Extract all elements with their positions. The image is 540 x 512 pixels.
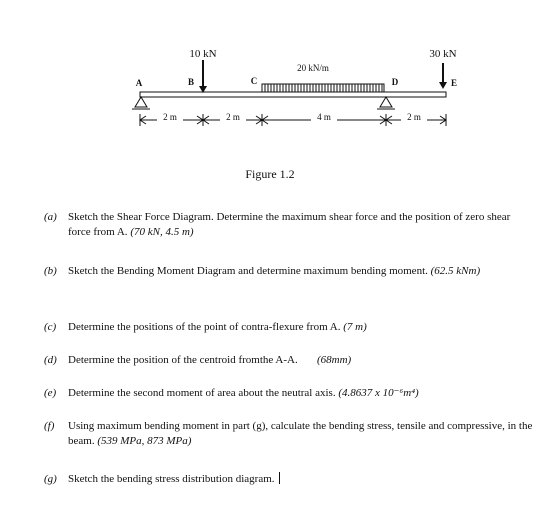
question-label: (g)	[44, 473, 57, 485]
dimension-line	[140, 114, 446, 126]
question-answer: (4.8637 x 10⁻⁶m⁴)	[338, 387, 419, 399]
point-label-c: C	[250, 76, 258, 86]
question-label: (d)	[44, 354, 57, 366]
question-answer: (62.5 kNm)	[430, 265, 481, 277]
question-text: Sketch the bending stress distribution diagram.	[68, 473, 275, 485]
question-text: Sketch the Bending Moment Diagram and determine maximum bending moment.	[68, 265, 428, 277]
question-answer: (7 m)	[343, 321, 367, 333]
question-answer: (539 MPa, 873 MPa)	[97, 435, 192, 447]
question-answer: (68mm)	[316, 354, 352, 366]
support-a	[132, 97, 150, 109]
load-label-b: 10 kN	[189, 48, 217, 60]
span-label-de: 2 m	[407, 112, 421, 122]
point-label-e: E	[450, 78, 458, 88]
question-text: Determine the second moment of area about the neutral axis.	[68, 387, 336, 399]
beam	[140, 92, 446, 97]
question-answer: (70 kN, 4.5 m)	[130, 226, 194, 238]
beam-figure	[0, 0, 540, 200]
udl-block	[262, 84, 384, 92]
text-cursor	[279, 472, 280, 484]
point-load-b	[199, 60, 207, 93]
question-text: Determine the positions of the point of contra-flexure from A.	[68, 321, 341, 333]
question-label: (a)	[44, 211, 57, 223]
point-label-a: A	[135, 78, 143, 88]
question-text: Sketch the Shear Force Diagram. Determine the maximum shear force and the position of zero shear force from A.	[68, 211, 511, 238]
question-label: (b)	[44, 265, 57, 277]
point-label-b: B	[187, 77, 195, 87]
support-d	[377, 97, 395, 109]
question-label: (e)	[44, 387, 57, 399]
point-load-e	[439, 63, 447, 89]
figure-caption: Figure 1.2	[245, 167, 295, 181]
question-label: (f)	[44, 420, 55, 432]
span-label-bc: 2 m	[226, 112, 240, 122]
span-label-cd: 4 m	[317, 112, 331, 122]
question-label: (c)	[44, 321, 57, 333]
question-text: Determine the position of the centroid fromthe A-A.	[68, 354, 298, 366]
load-label-udl: 20 kN/m	[297, 63, 329, 73]
span-label-ab: 2 m	[163, 112, 177, 122]
question-text: Using maximum bending moment in part (g), calculate the bending stress, tensile and compressive, in the beam.	[68, 420, 533, 447]
load-label-e: 30 kN	[429, 48, 457, 60]
point-label-d: D	[391, 77, 399, 87]
